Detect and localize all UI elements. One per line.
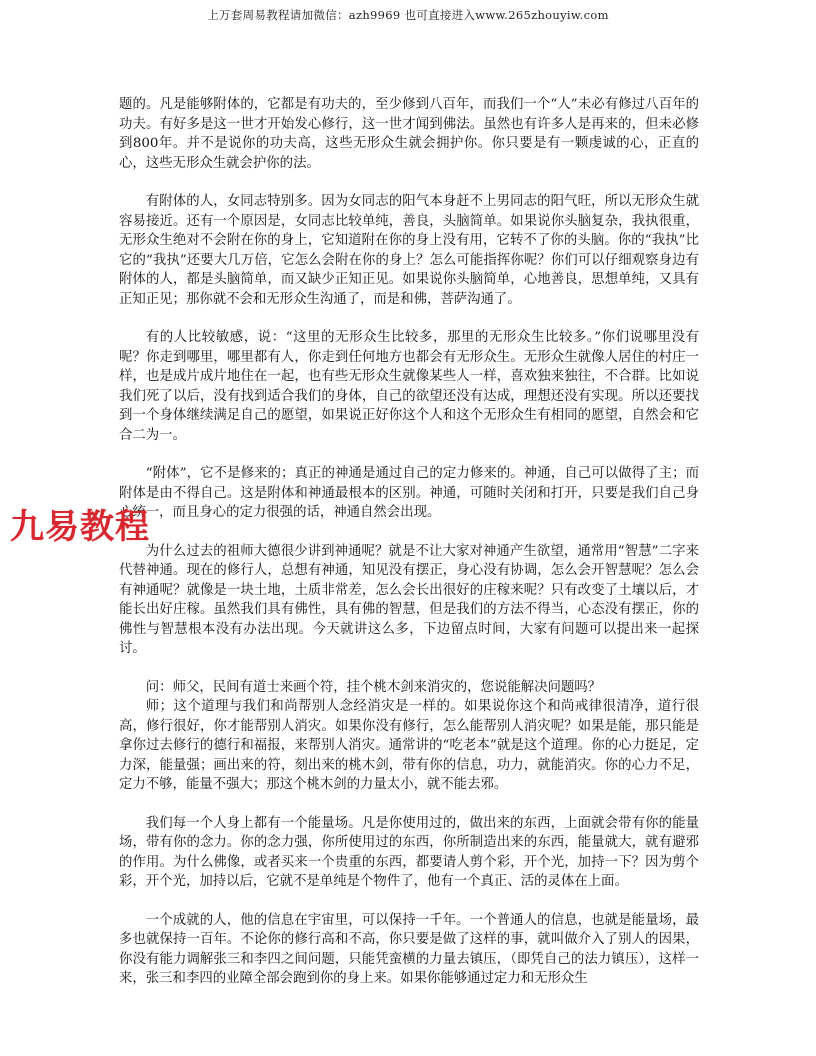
paragraph: 题的。凡是能够附体的，它都是有功夫的，至少修到八百年，而我们一个“人”未必有修过八百年的功夫。有好多是这一世才开始发心修行，这一世才闻到佛法。虽然也有许多人是再来的，但未必修到800年。并不是说你的功夫高，这些无形众生就会拥护你。你只要是有一颗虔诚的心，正直的心，这些无形众生就会护你的法。 [119,97,699,171]
paragraph: 一个成就的人，他的信息在宇宙里，可以保持一千年。一个普通人的信息，也就是能量场，最多也就保持一百年。不论你的修行高和不高，你只要是做了这样的事，就叫做介入了别人的因果，你没有能力调解张三和李四之间问题，只能凭蛮横的力量去镇压，（即凭自己的法力镇压），这样一来，张三和李四的业障全部会跑到你的身上来。如果你能够通过定力和无形众生 [119,912,699,986]
paragraph: 有附体的人，女同志特别多。因为女同志的阳气本身赶不上男同志的阳气旺，所以无形众生就容易接近。还有一个原因是，女同志比较单纯，善良，头脑简单。如果说你头脑复杂，我执很重，无形众生绝对不会附在你的身上，它知道附在你的身上没有用，它转不了你的头脑。你的“我执”比它的“我执”还要大几万倍，它怎么会附在你的身上？怎么可能指挥你呢？你们可以仔细观察身边有附体的人，都是头脑简单，而又缺少正知正见。如果说你头脑简单，心地善良，思想单纯，又具有正知正见；那你就不会和无形众生沟通了，而是和佛，菩萨沟通了。 [119,194,699,307]
paragraph: 为什么过去的祖师大德很少讲到神通呢？就是不让大家对神通产生欲望，通常用“智慧”二字来代替神通。现在的修行人，总想有神通，知见没有摆正，身心没有协调，怎么会开智慧呢？怎么会有神通呢？就像是一块土地，土质非常差，怎么会长出很好的庄稼来呢？只有改变了土壤以后，才能长出好庄稼。虽然我们具有佛性，具有佛的智慧，但是我们的方法不得当，心态没有摆正，你的佛性与智慧根本没有办法出现。今天就讲这么多，下边留点时间，大家有问题可以提出来一起探讨。 [119,543,699,656]
question-paragraph: 问：师父，民间有道士来画个符，挂个桃木剑来消灾的，您说能解决问题吗？ [145,679,602,695]
document-body [119,95,699,1008]
answer-paragraph: 师；这个道理与我们和尚帮别人念经消灾是一样的。如果说你这个和尚戒律很清净，道行很高，修行很好，你才能帮别人消灾。如果你没有修行，怎么能帮别人消灾呢？如果是能，那只能是拿你过去修行的德行和福报，来帮别人消灾。通常讲的“吃老本”就是这个道理。你的心力挺足，定力深，能量强；画出来的符，刻出来的桃木剑，带有你的信息，功力，就能消灾。你的心力不足，定力不够，能量不强大；那这个桃木剑的力量太小，就不能去邪。 [119,699,699,792]
watermark-logo: 九易教程 [10,507,150,547]
paragraph: “附体”，它不是修来的；真正的神通是通过自己的定力修来的。神通，自己可以做得了主；而附体是由不得自己。这是附体和神通最根本的区别。神通，可随时关闭和打开，只要是我们自己身心统一，而且身心的定力很强的话，神通自然会出现。 [119,466,699,520]
paragraph: 有的人比较敏感，说：“这里的无形众生比较多，那里的无形众生比较多。”你们说哪里没有呢？你走到哪里，哪里都有人，你走到任何地方也都会有无形众生。无形众生就像人居住的村庄一样，也是成片成片地住在一起，也有些无形众生就像某些人一样，喜欢独来独往，不合群。比如说我们死了以后，没有找到适合我们的身体，自己的欲望还没有达成，理想还没有实现。所以还要找到一个身体继续满足自己的愿望，如果说正好你这个人和这个无形众生有相同的愿望，自然会和它合二为一。 [119,330,699,443]
paragraph: 我们每一个人身上都有一个能量场。凡是你使用过的，做出来的东西，上面就会带有你的能量场，带有你的念力。你的念力强，你所使用过的东西，你所制造出来的东西，能量就大，就有避邪的作用。为什么佛像，或者买来一个贵重的东西，都要请人剪个彩，开个光，加持一下？因为剪个彩，开个光，加持以后，它就不是单纯是个物件了，他有一个真正、活的灵体在上面。 [119,815,699,889]
header-banner[interactable]: 上万套周易教程请加微信：azh9969 也可直接进入www.265zhouyiw.com [207,8,609,22]
